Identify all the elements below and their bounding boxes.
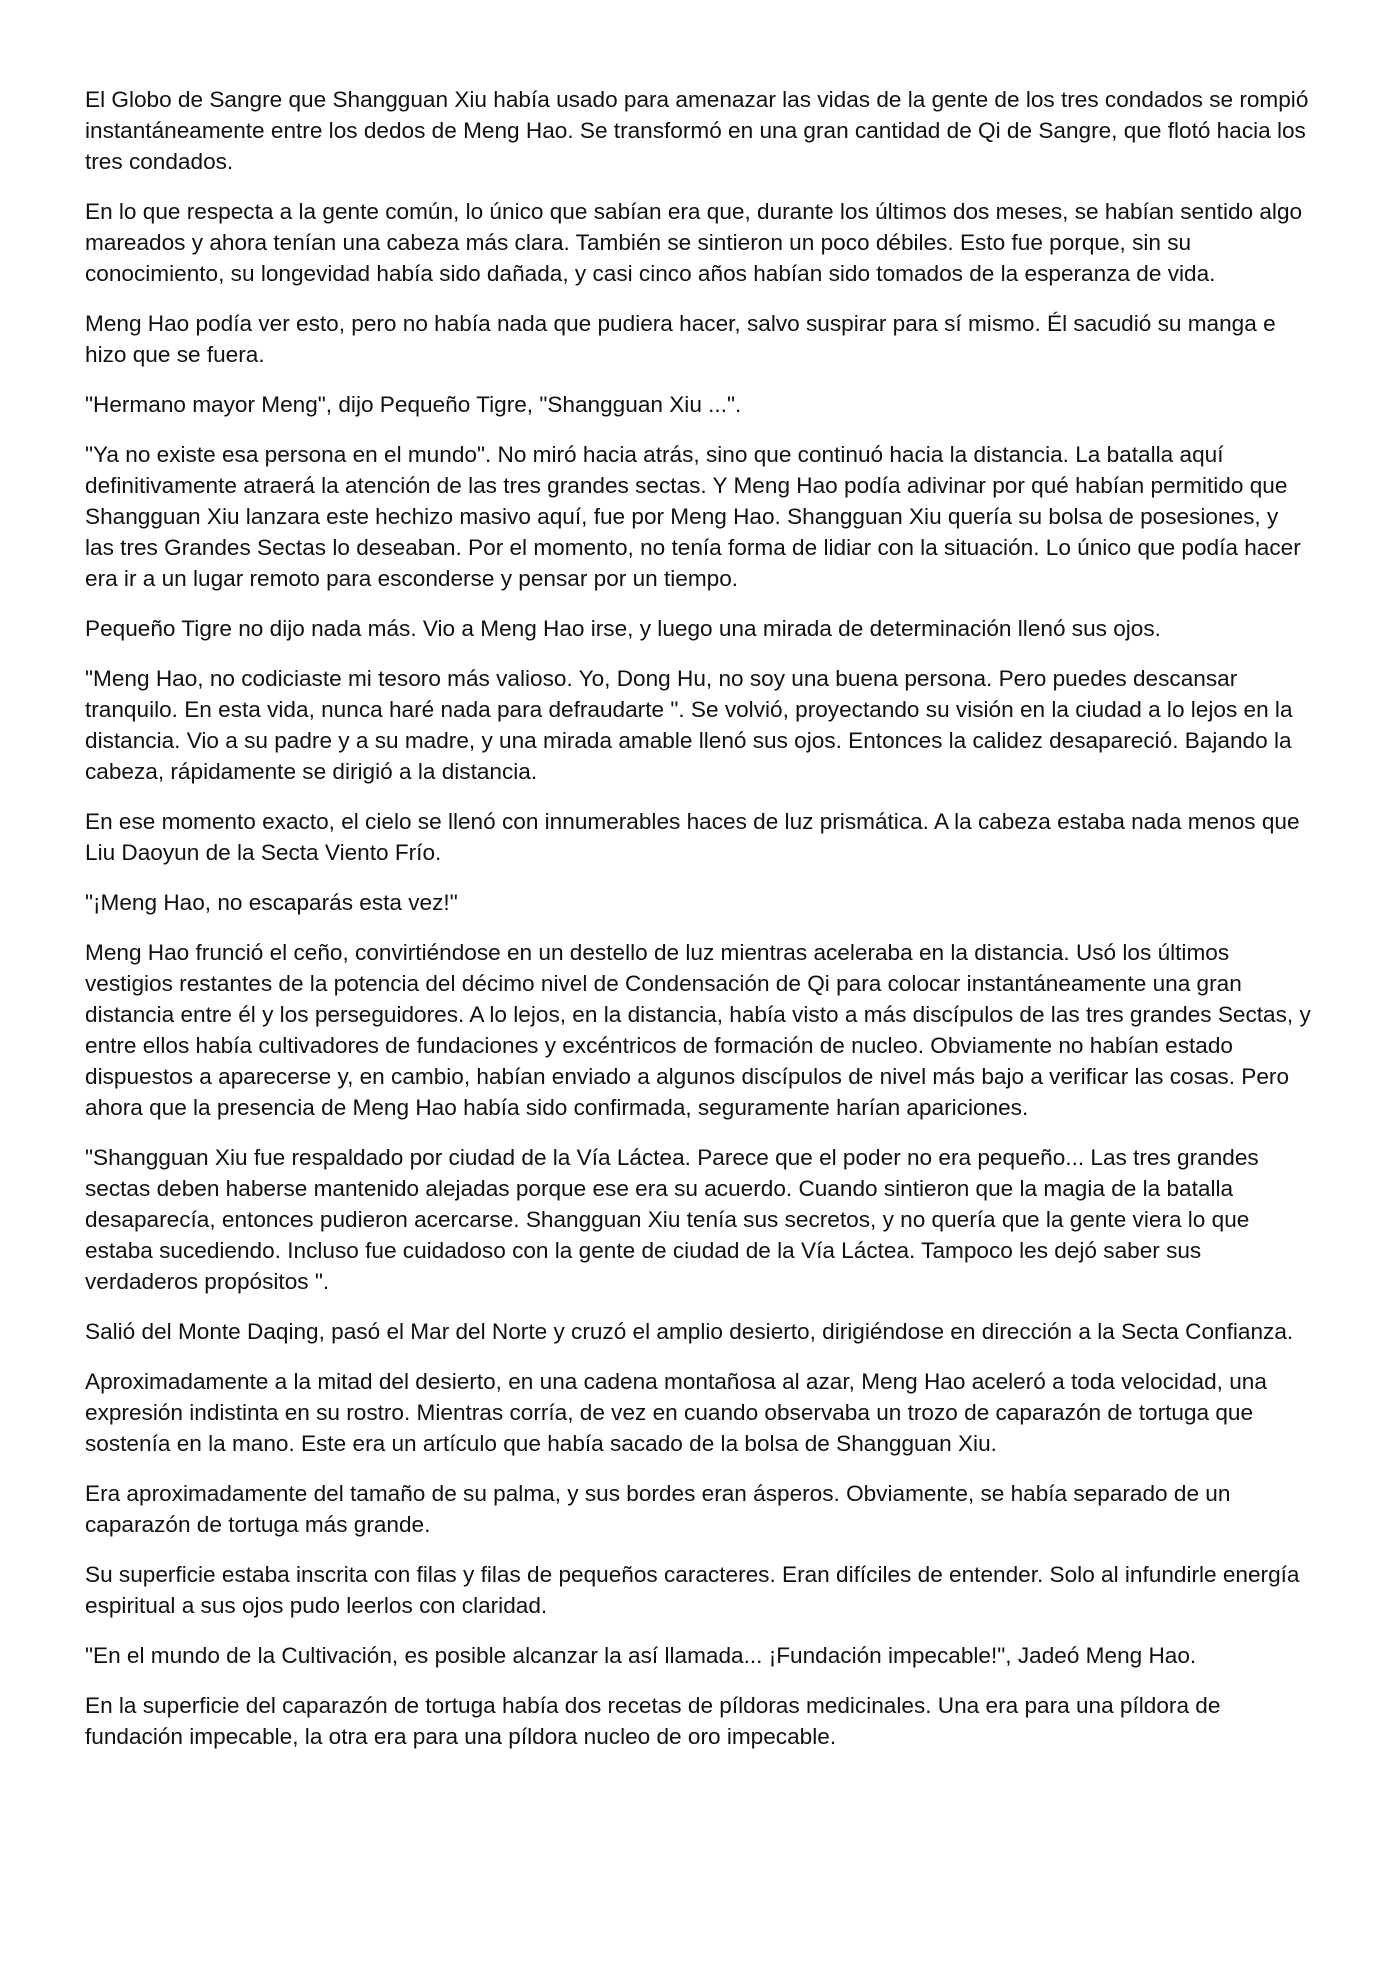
- paragraph: Era aproximadamente del tamaño de su palma, y sus bordes eran ásperos. Obviamente, se había separado de un caparazón de tortuga más grande.: [85, 1481, 1231, 1537]
- paragraph: En ese momento exacto, el cielo se llenó con innumerables haces de luz prismática. A la cabeza estaba nada menos que Liu Daoyun de la Secta Viento Frío.: [85, 809, 1300, 865]
- paragraph: "Hermano mayor Meng", dijo Pequeño Tigre, "Shangguan Xiu ...".: [85, 392, 742, 417]
- paragraph: Aproximadamente a la mitad del desierto, en una cadena montañosa al azar, Meng Hao aceleró a toda velocidad, una expresión indistinta en su rostro. Mientras corría, de vez en cuando observaba un trozo de caparazón de tortuga que sostenía en la mano. Este era un artículo que había sacado de la bolsa de Shangguan Xiu.: [85, 1369, 1267, 1456]
- paragraph: "Meng Hao, no codiciaste mi tesoro más valioso. Yo, Dong Hu, no soy una buena persona. Pero puedes descansar tranquilo. En esta vida, nunca haré nada para defraudarte ". Se volvió, proyectando su visión en la ciudad a lo lejos en la distancia. Vio a su padre y a su madre, y una mirada amable llenó sus ojos. Entonces la calidez desapareció. Bajando la cabeza, rápidamente se dirigió a la distancia.: [85, 666, 1293, 784]
- paragraph: En la superficie del caparazón de tortuga había dos recetas de píldoras medicinales. Una era para una píldora de fundación impecable, la otra era para una píldora nucleo de oro impecable.: [85, 1693, 1221, 1749]
- paragraph: El Globo de Sangre que Shangguan Xiu había usado para amenazar las vidas de la gente de los tres condados se rompió instantáneamente entre los dedos de Meng Hao. Se transformó en una gran cantidad de Qi de Sangre, que flotó hacia los tres condados.: [85, 87, 1309, 174]
- paragraph: Pequeño Tigre no dijo nada más. Vio a Meng Hao irse, y luego una mirada de determinación llenó sus ojos.: [85, 616, 1161, 641]
- paragraph: En lo que respecta a la gente común, lo único que sabían era que, durante los últimos dos meses, se habían sentido algo mareados y ahora tenían una cabeza más clara. También se sintieron un poco débiles. Esto fue porque, sin su conocimiento, su longevidad había sido dañada, y casi cinco años habían sido tomados de la esperanza de vida.: [85, 199, 1303, 286]
- paragraph: "Ya no existe esa persona en el mundo". No miró hacia atrás, sino que continuó hacia la distancia. La batalla aquí definitivamente atraerá la atención de las tres grandes sectas. Y Meng Hao podía adivinar por qué habían permitido que Shangguan Xiu lanzara este hechizo masivo aquí, fue por Meng Hao. Shangguan Xiu quería su bolsa de posesiones, y las tres Grandes Sectas lo deseaban. Por el momento, no tenía forma de lidiar con la situación. Lo único que podía hacer era ir a un lugar remoto para esconderse y pensar por un tiempo.: [85, 442, 1301, 591]
- paragraph: "¡Meng Hao, no escaparás esta vez!": [85, 890, 458, 915]
- paragraph: "Shangguan Xiu fue respaldado por ciudad de la Vía Láctea. Parece que el poder no era pequeño... Las tres grandes sectas deben haberse mantenido alejadas porque ese era su acuerdo. Cuando sintieron que la magia de la batalla desaparecía, entonces pudieron acercarse. Shangguan Xiu tenía sus secretos, y no quería que la gente viera lo que estaba sucediendo. Incluso fue cuidadoso con la gente de ciudad de la Vía Láctea. Tampoco les dejó saber sus verdaderos propósitos ".: [85, 1145, 1259, 1294]
- paragraph: Meng Hao podía ver esto, pero no había nada que pudiera hacer, salvo suspirar para sí mismo. Él sacudió su manga e hizo que se fuera.: [85, 311, 1276, 367]
- paragraph: Su superficie estaba inscrita con filas y filas de pequeños caracteres. Eran difíciles de entender. Solo al infundirle energía espiritual a sus ojos pudo leerlos con claridad.: [85, 1562, 1300, 1618]
- paragraph: Salió del Monte Daqing, pasó el Mar del Norte y cruzó el amplio desierto, dirigiéndose en dirección a la Secta Confianza.: [85, 1319, 1294, 1344]
- paragraph: Meng Hao frunció el ceño, convirtiéndose en un destello de luz mientras aceleraba en la distancia. Usó los últimos vestigios restantes de la potencia del décimo nivel de Condensación de Qi para colocar instantáneamente una gran distancia entre él y los perseguidores. A lo lejos, en la distancia, había visto a más discípulos de las tres grandes Sectas, y entre ellos había cultivadores de fundaciones y excéntricos de formación de nucleo. Obviamente no habían estado dispuestos a aparecerse y, en cambio, habían enviado a algunos discípulos de nivel más bajo a verificar las cosas. Pero ahora que la presencia de Meng Hao había sido confirmada, seguramente harían apariciones.: [85, 940, 1311, 1120]
- paragraph: "En el mundo de la Cultivación, es posible alcanzar la así llamada... ¡Fundación impecable!", Jadeó Meng Hao.: [85, 1643, 1197, 1668]
